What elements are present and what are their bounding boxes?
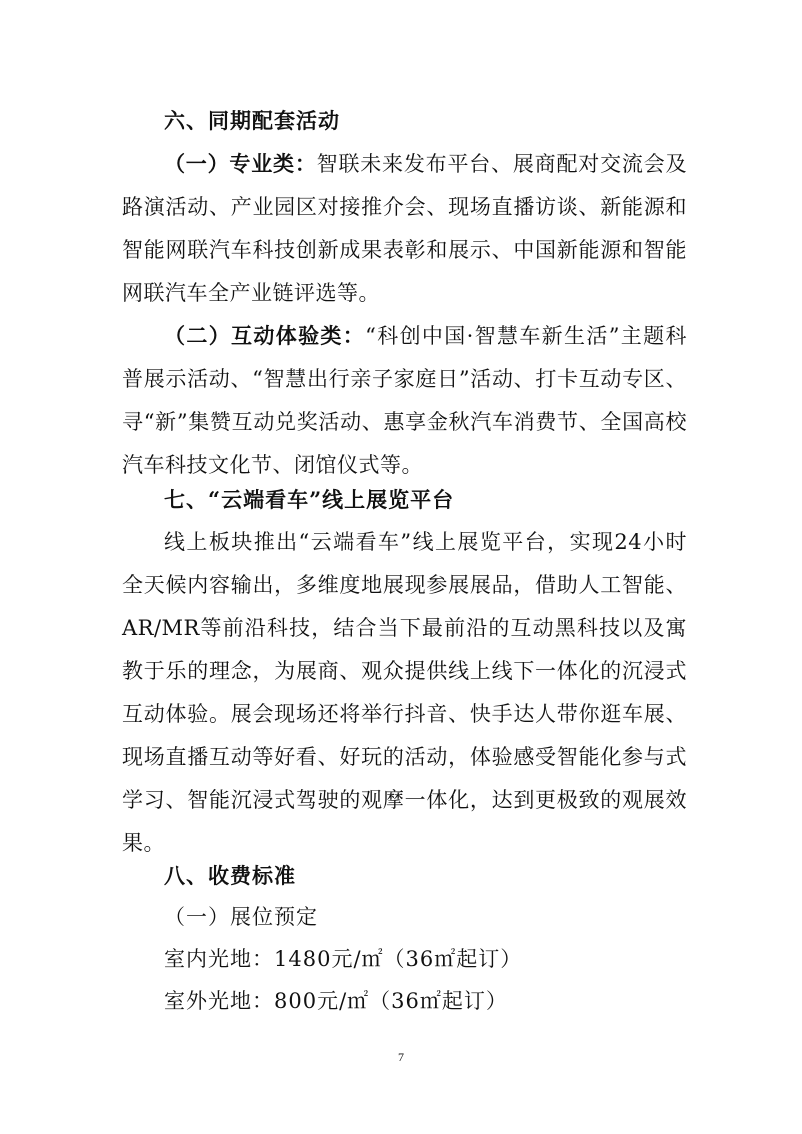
page-number: 7: [398, 1050, 404, 1064]
section-6-paragraph-1: [122, 142, 687, 315]
section-6-p1-text: 智联未来发布平台、展商配对交流会及路演活动、产业园区对接推介会、现场直播访谈、新能源和智能网联汽车科技创新成果表彰和展示、中国新能源和智能网联汽车全产业链评选等。: [122, 152, 688, 305]
section-6-paragraph-2: [122, 314, 687, 487]
section-6-heading: 六、同期配套活动: [164, 108, 340, 133]
outdoor-price-line: 室外光地：800元/㎡（36㎡起订）: [164, 989, 508, 1013]
section-6-p1-label: （一）专业类：: [164, 151, 317, 176]
section-8-subheading: （一）展位预定: [164, 905, 318, 929]
section-8-heading: 八、收费标准: [164, 863, 296, 888]
indoor-price-line: 室内光地：1480元/㎡（36㎡起订）: [164, 947, 523, 971]
section-6-p2-text: “科创中国·智慧车新生活”主题科普展示活动、“智慧出行亲子家庭日”活动、打卡互动专区、寻“新”集赞互动兑奖活动、惠享金秋汽车消费节、全国高校汽车科技文化节、闭馆仪式等。: [122, 324, 688, 477]
section-7-paragraph-1: 线上板块推出“云端看车”线上展览平台，实现24小时全天候内容输出，多维度地展现参展展品，借助人工智能、AR/MR等前沿科技，结合当下最前沿的互动黑科技以及寓教于乐的理念，为展商、观众提供线上线下一体化的沉浸式互动体验。展会现场还将举行抖音、快手达人带你逛车展、现场直播互动等好看、好玩的活动，体验感受智能化参与式学习、智能沉浸式驾驶的观摩一体化，达到更极致的观展效果。: [122, 530, 687, 855]
section-6-p2-label: （二）互动体验类：: [164, 323, 366, 348]
section-7-heading: 七、“云端看车”线上展览平台: [164, 487, 455, 512]
